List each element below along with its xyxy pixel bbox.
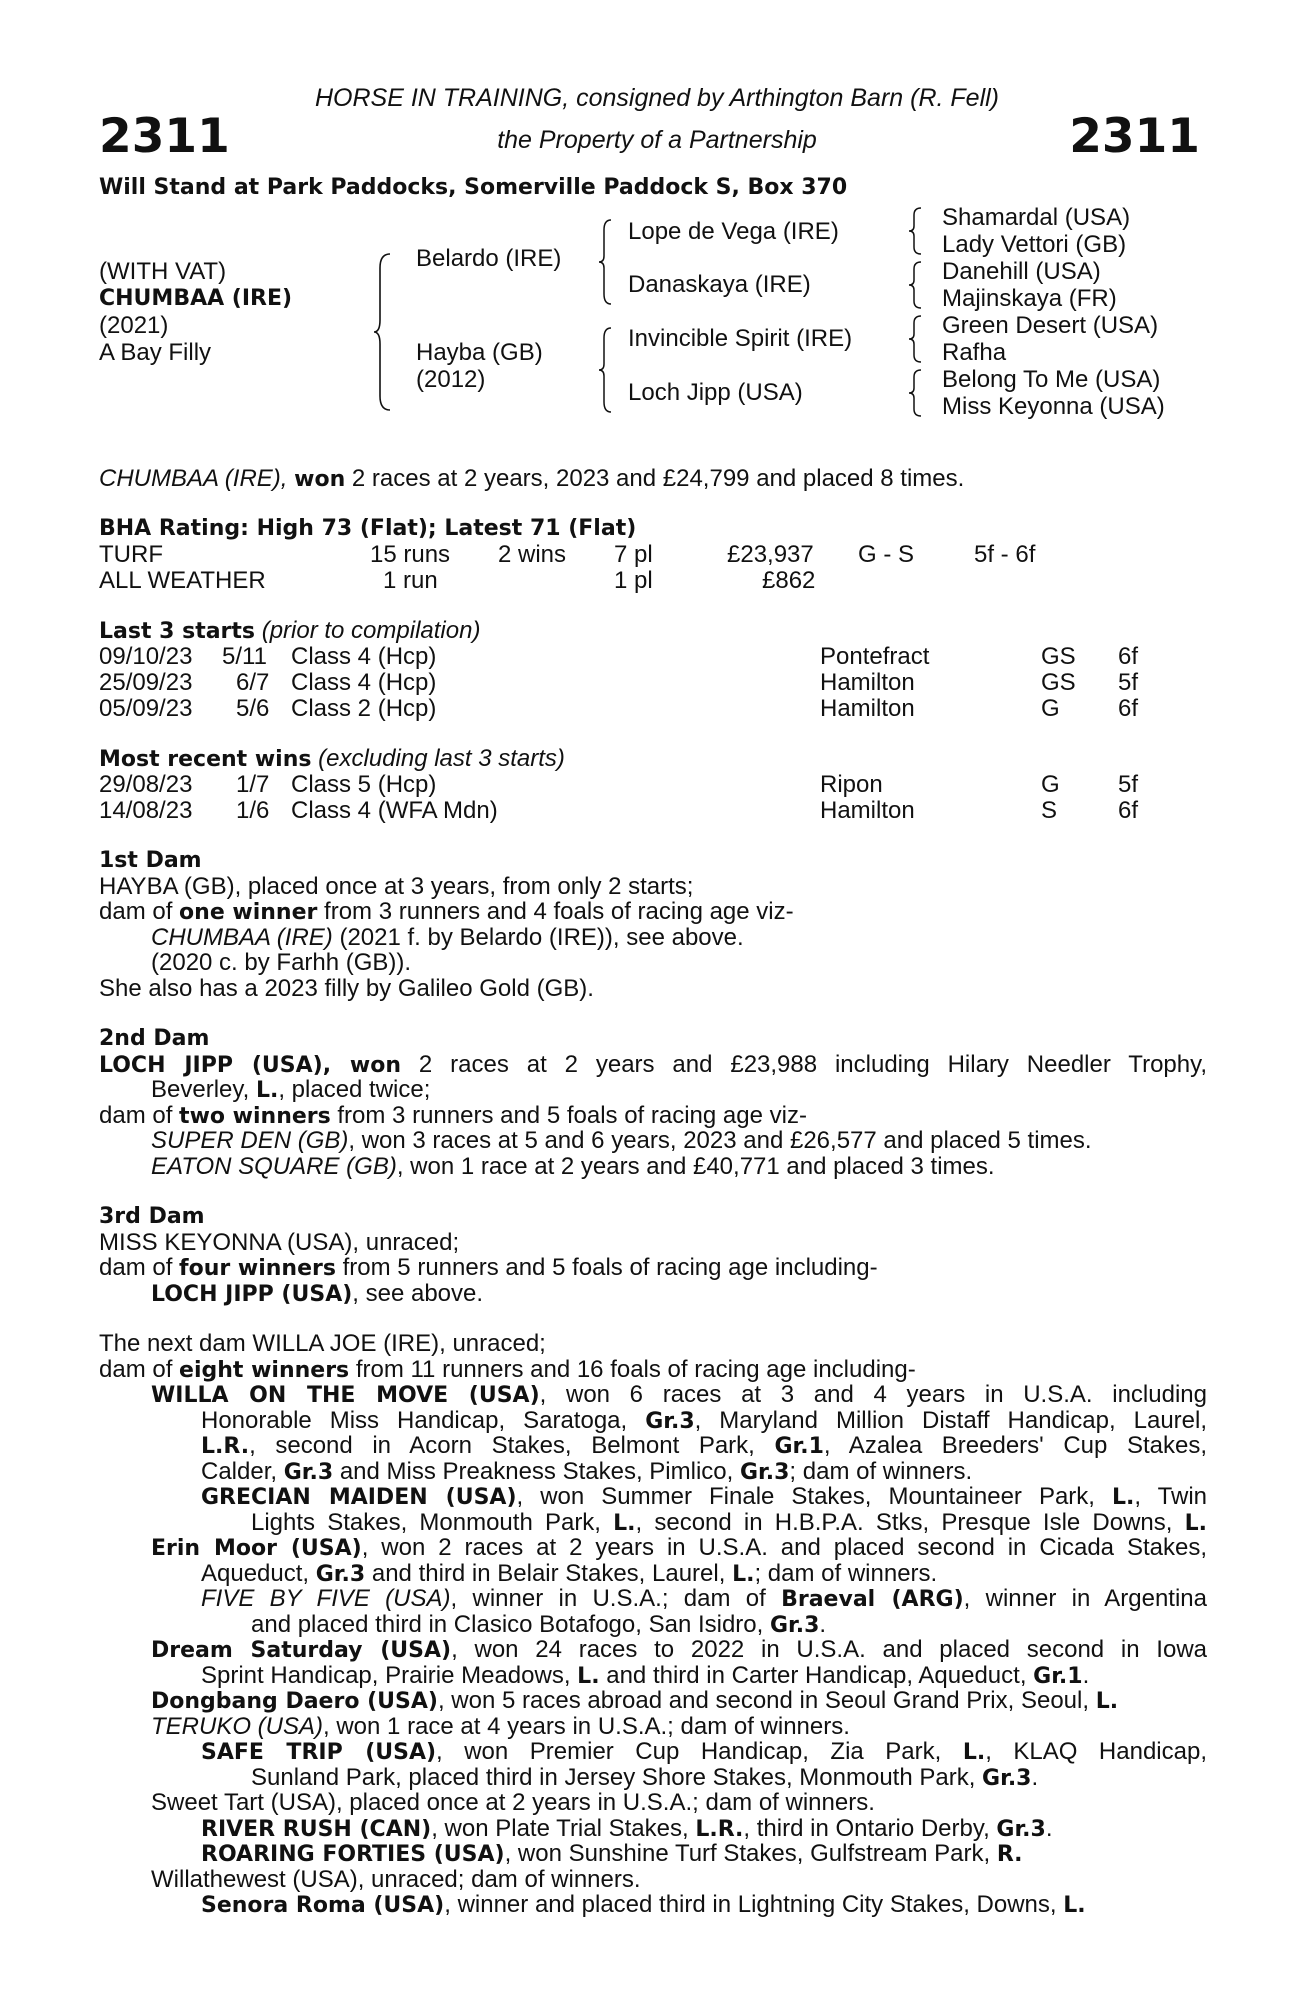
horse-year: (2021): [99, 312, 169, 339]
produce-line: CHUMBAA (IRE) (2021 f. by Belardo (IRE)), see above.: [151, 923, 744, 951]
win-race: Class 4 (WFA Mdn): [291, 797, 498, 824]
gen3-7: Belong To Me (USA): [942, 366, 1161, 393]
start-course: Pontefract: [820, 643, 930, 670]
produce-line: Calder, Gr.3 and Miss Preakness Stakes, Pimlico, Gr.3; dam of winners.: [201, 1457, 973, 1485]
last3-note: (prior to compilation): [255, 617, 481, 644]
vat-label: (WITH VAT): [99, 258, 227, 285]
section-heading: 2nd Dam: [99, 1026, 210, 1051]
start-course: Hamilton: [820, 669, 915, 696]
dam-line: dam of one winner from 3 runners and 4 foals of racing age viz-: [99, 898, 794, 925]
produce-line: Sweet Tart (USA), placed once at 2 years in U.S.A.; dam of winners.: [151, 1789, 875, 1816]
gen3-2: Lady Vettori (GB): [942, 231, 1127, 258]
win-going: S: [1041, 797, 1058, 824]
dam-line: dam of four winners from 5 runners and 5 foals of racing age including-: [99, 1254, 878, 1281]
horse-name: CHUMBAA (IRE): [99, 286, 293, 311]
rating-going: G - S: [858, 541, 915, 568]
produce-line: Erin Moor (USA), won 2 races at 2 years in U.S.A. and placed second in Cicada Stakes,: [151, 1535, 1207, 1561]
pedigree-brace: [598, 326, 614, 414]
dam-line: She also has a 2023 filly by Galileo Gold (GB).: [99, 974, 594, 1002]
win-date: 29/08/23: [99, 771, 193, 798]
produce-line: FIVE BY FIVE (USA), winner in U.S.A.; dam of Braeval (ARG), winner in Argentina: [201, 1586, 1207, 1612]
produce-line: SAFE TRIP (USA), won Premier Cup Handicap, Zia Park, L., KLAQ Handicap,: [201, 1739, 1207, 1765]
produce-line: Sunland Park, placed third in Jersey Shore Stakes, Monmouth Park, Gr.3.: [251, 1763, 1039, 1791]
section-heading: 3rd Dam: [99, 1204, 205, 1229]
rating-prize: £23,937: [727, 541, 814, 568]
win-course: Hamilton: [820, 797, 915, 824]
start-position: 5/6: [236, 695, 270, 722]
bha-rating-title: BHA Rating: High 73 (Flat); Latest 71 (Flat): [99, 516, 637, 541]
start-going: GS: [1041, 643, 1076, 670]
gen3-4: Majinskaya (FR): [942, 285, 1117, 312]
produce-line: Dongbang Daero (USA), won 5 races abroad and second in Seoul Grand Prix, Seoul, L.: [151, 1687, 1119, 1714]
second-dam-section: [99, 1026, 1207, 1179]
produce-line: Lights Stakes, Monmouth Park, L., second in H.B.P.A. Stks, Presque Isle Downs, L.: [251, 1509, 1207, 1535]
produce-line: WILLA ON THE MOVE (USA), won 6 races at 3 and 4 years in U.S.A. including: [151, 1382, 1207, 1408]
produce-line: Dream Saturday (USA), won 24 races to 2022 in U.S.A. and placed second in Iowa: [151, 1637, 1207, 1663]
produce-line: Aqueduct, Gr.3 and third in Belair Stakes, Laurel, L.; dam of winners.: [201, 1559, 938, 1587]
produce-line: Senora Roma (USA), winner and placed third in Lightning City Stakes, Downs, L.: [201, 1891, 1086, 1918]
rating-placed: 7 pl: [614, 541, 653, 568]
start-going: G: [1041, 695, 1060, 722]
gen3-1: Shamardal (USA): [942, 204, 1131, 231]
last3-title: Last 3 starts: [99, 619, 256, 644]
produce-line: Sprint Handicap, Prairie Meadows, L. and third in Carter Handicap, Aqueduct, Gr.1.: [201, 1661, 1090, 1689]
gen3-5: Green Desert (USA): [942, 312, 1159, 339]
win-position: 1/7: [236, 771, 270, 798]
produce-line: L.R., second in Acorn Stakes, Belmont Park, Gr.1, Azalea Breeders' Cup Stakes,: [201, 1433, 1207, 1459]
first-dam-section: [99, 848, 1207, 1001]
dam-line: The next dam WILLA JOE (IRE), unraced;: [99, 1330, 546, 1357]
produce-line: LOCH JIPP (USA), see above.: [151, 1279, 484, 1307]
pedigree-brace: [908, 206, 924, 256]
sire-sire: Lope de Vega (IRE): [628, 218, 839, 245]
third-dam-section: [99, 1204, 1207, 1306]
start-race: Class 4 (Hcp): [291, 669, 437, 696]
win-going: G: [1041, 771, 1060, 798]
consignor-line: HORSE IN TRAINING, consigned by Arthington Barn (R. Fell): [314, 84, 1000, 112]
produce-line: Honorable Miss Handicap, Saratoga, Gr.3, Maryland Million Distaff Handicap, Laurel,: [201, 1407, 1207, 1433]
sire-dam: Danaskaya (IRE): [628, 271, 811, 298]
rating-distance: 5f - 6f: [974, 541, 1036, 568]
produce-line: RIVER RUSH (CAN), won Plate Trial Stakes, L.R., third in Ontario Derby, Gr.3.: [201, 1814, 1053, 1842]
dam-line: HAYBA (GB), placed once at 3 years, from only 2 starts;: [99, 872, 694, 900]
start-race: Class 4 (Hcp): [291, 643, 437, 670]
pedigree-brace: [908, 368, 924, 418]
dam-year: (2012): [416, 366, 486, 393]
dam-line: Beverley, L., placed twice;: [151, 1076, 431, 1103]
start-date: 09/10/23: [99, 643, 193, 670]
sire: Belardo (IRE): [416, 245, 562, 272]
rating-prize: £862: [762, 567, 816, 594]
win-distance: 6f: [1118, 797, 1139, 824]
rating-placed: 1 pl: [614, 567, 653, 594]
pedigree-brace: [908, 314, 924, 364]
start-position: 5/11: [222, 643, 267, 670]
stand-location: Will Stand at Park Paddocks, Somerville Paddock S, Box 370: [99, 175, 848, 200]
produce-line: (2020 c. by Farhh (GB)).: [151, 949, 412, 976]
win-race: Class 5 (Hcp): [291, 771, 437, 798]
dam: Hayba (GB): [416, 339, 543, 366]
lot-number-right: 2311: [1069, 109, 1200, 164]
start-date: 25/09/23: [99, 669, 193, 696]
produce-line: GRECIAN MAIDEN (USA), won Summer Finale Stakes, Mountaineer Park, L., Twin: [201, 1484, 1207, 1510]
gen3-6: Rafha: [942, 339, 1007, 366]
win-position: 1/6: [236, 797, 270, 824]
produce-line: Willathewest (USA), unraced; dam of winners.: [151, 1865, 641, 1893]
win-distance: 5f: [1118, 771, 1139, 798]
lot-number-left: 2311: [99, 109, 230, 164]
pedigree-brace: [372, 252, 394, 412]
produce-line: ROARING FORTIES (USA), won Sunshine Turf Stakes, Gulfstream Park, R.: [201, 1840, 1023, 1867]
next-dam-section: [99, 1331, 1207, 1918]
produce-line: TERUKO (USA), won 1 race at 4 years in U.S.A.; dam of winners.: [151, 1712, 850, 1740]
start-distance: 5f: [1118, 669, 1139, 696]
summary-horse-name: CHUMBAA (IRE),: [99, 465, 288, 492]
dam-line: dam of two winners from 3 runners and 5 foals of racing age viz-: [99, 1101, 807, 1129]
gen3-3: Danehill (USA): [942, 258, 1101, 285]
summary-won: won: [294, 467, 346, 492]
recent-wins-note: (excluding last 3 starts): [311, 745, 565, 772]
dam-line: MISS KEYONNA (USA), unraced;: [99, 1228, 460, 1256]
rating-wins: 2 wins: [498, 541, 567, 568]
recent-wins-heading: [99, 746, 565, 773]
last3-heading: [99, 618, 480, 645]
start-race: Class 2 (Hcp): [291, 695, 437, 722]
dam-line: LOCH JIPP (USA), won 2 races at 2 years and £23,988 including Hilary Needler Trophy,: [99, 1051, 1207, 1077]
property-line: the Property of a Partnership: [497, 126, 817, 154]
start-distance: 6f: [1118, 695, 1139, 722]
start-date: 05/09/23: [99, 695, 193, 722]
rating-runs: 15 runs: [370, 541, 451, 568]
start-position: 6/7: [236, 669, 270, 696]
recent-wins-title: Most recent wins: [99, 747, 312, 772]
dam-dam: Loch Jipp (USA): [628, 379, 803, 406]
pedigree-brace: [598, 218, 614, 306]
win-date: 14/08/23: [99, 797, 193, 824]
start-going: GS: [1041, 669, 1076, 696]
rating-surface: TURF: [99, 541, 163, 568]
win-course: Ripon: [820, 771, 883, 798]
gen3-8: Miss Keyonna (USA): [942, 393, 1165, 420]
produce-line: and placed third in Clasico Botafogo, San Isidro, Gr.3.: [251, 1610, 827, 1638]
dam-sire: Invincible Spirit (IRE): [628, 325, 853, 352]
start-course: Hamilton: [820, 695, 915, 722]
horse-description: A Bay Filly: [99, 339, 212, 366]
produce-line: SUPER DEN (GB), won 3 races at 5 and 6 years, 2023 and £26,577 and placed 5 times.: [151, 1127, 1092, 1154]
rating-surface: ALL WEATHER: [99, 567, 266, 594]
rating-runs: 1 run: [383, 567, 438, 594]
start-distance: 6f: [1118, 643, 1139, 670]
pedigree-brace: [908, 260, 924, 310]
produce-line: EATON SQUARE (GB), won 1 race at 2 years and £40,771 and placed 3 times.: [151, 1152, 995, 1180]
summary-text: 2 races at 2 years, 2023 and £24,799 and placed 8 times.: [345, 465, 965, 492]
race-summary: [99, 466, 964, 493]
section-heading: 1st Dam: [99, 848, 202, 873]
dam-line: dam of eight winners from 11 runners and 16 foals of racing age including-: [99, 1355, 916, 1383]
